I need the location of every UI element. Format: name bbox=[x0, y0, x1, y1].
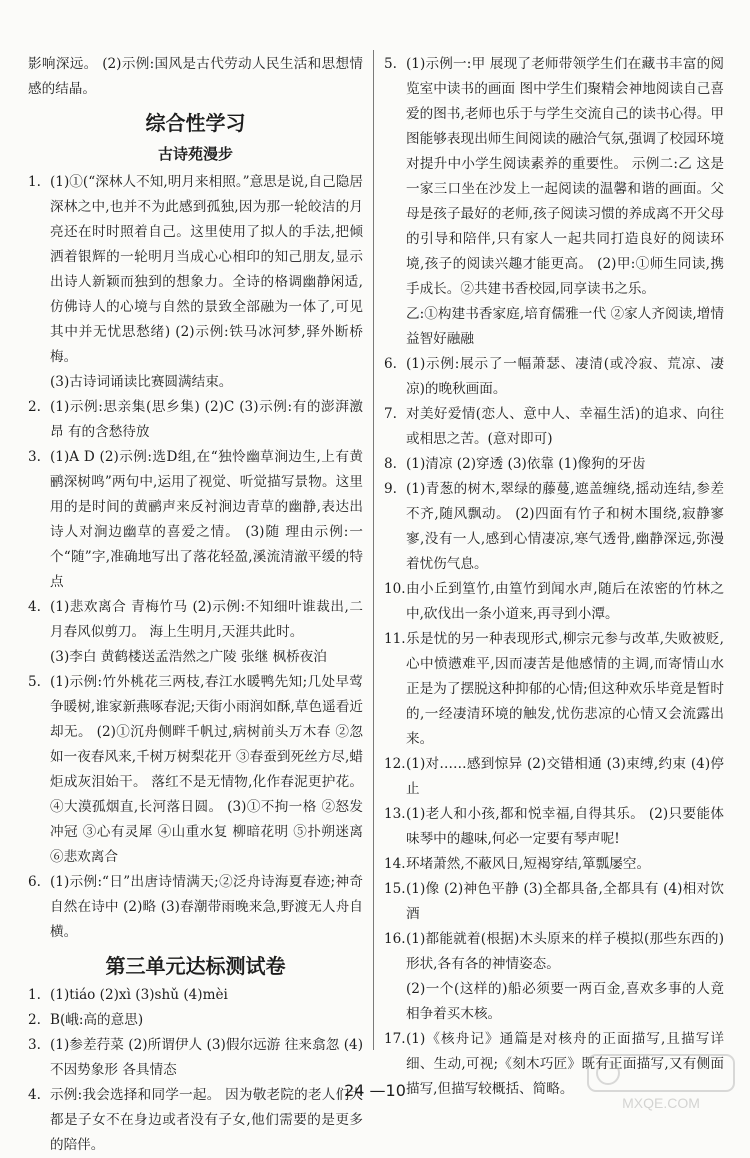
left-column bbox=[28, 52, 363, 1153]
watermark-text: MXQE.COM bbox=[622, 1095, 700, 1111]
answer-list-comprehensive bbox=[28, 170, 363, 945]
page-number: 24 —10 bbox=[344, 1081, 406, 1100]
answer-text: (1)像 (2)神色平静 (3)全都具备,全都具有 (4)相对饮酒 bbox=[406, 881, 724, 922]
answer-item bbox=[28, 983, 363, 1008]
answer-number: 16. bbox=[384, 931, 406, 947]
answer-number: 3. bbox=[28, 1037, 41, 1053]
answer-text: 由小丘到篁竹,由篁竹到闻水声,随后在浓密的竹林之中,砍伐出一条小道来,再寻到小潭。 bbox=[406, 581, 724, 622]
answer-text: (1)悲欢离合 青梅竹马 (2)示例:不知细叶谁裁出,二月春风似剪刀。 海上生明月,天涯共此时。 bbox=[50, 599, 363, 640]
intro-paragraph: 影响深远。 (2)示例:国风是古代劳动人民生活和思想情感的结晶。 bbox=[28, 56, 363, 97]
answer-number: 1. bbox=[28, 174, 41, 190]
answer-item bbox=[384, 577, 724, 627]
answer-text: B(峨:高的意思) bbox=[50, 1012, 144, 1028]
answer-text: (1)老人和小孩,都和悦幸福,自得其乐。 (2)只要能体味琴中的趣味,何必一定要有琴声呢! bbox=[406, 806, 724, 847]
answer-text: 乐是忧的另一种表现形式,柳宗元参与改革,失败被贬,心中愤懑难平,因而凄苦是他感情的主调,而寄情山水正是为了摆脱这种抑郁的心情;但这种欢乐毕竟是暂时的,一经凄清环境的触发,忧伤悲凉的心情又会流露出来。 bbox=[406, 631, 724, 747]
answer-list-unit-test bbox=[28, 983, 363, 1158]
answer-subline: (2)一个(这样的)船必须要一两百金,喜欢多事的人竟相争着买木核。 bbox=[406, 981, 724, 1022]
answer-item bbox=[384, 402, 724, 452]
answer-text: (1)示例:竹外桃花三两枝,春江水暖鸭先知;几处早莺争暖树,谁家新燕啄春泥;天街小雨润如酥,草色遥看近却无。 (2)①沉舟侧畔千帆过,病树前头万木春 ②忽如一夜春风来,千树万树梨花开 ③春蚕到死丝方尽,蜡炬成灰泪始干。 落红不是无情物,化作春泥更护花。 ④大漠孤烟直,长河落日圆。 (3)①不拘一格 ②怒发冲冠 ③心有灵犀 ④山重水复 柳暗花明 ⑤扑朔迷离 ⑥悲欢离合 bbox=[50, 674, 363, 865]
answer-item bbox=[384, 352, 724, 402]
answer-item bbox=[384, 452, 724, 477]
answer-number: 5. bbox=[28, 674, 41, 690]
answer-number: 7. bbox=[384, 406, 397, 422]
answer-item bbox=[384, 627, 724, 752]
answer-item bbox=[384, 877, 724, 927]
answer-number: 11. bbox=[384, 631, 406, 647]
answer-item bbox=[384, 52, 724, 302]
answer-number: 15. bbox=[384, 881, 406, 897]
answer-number: 4. bbox=[28, 599, 41, 615]
answer-number: 17. bbox=[384, 1031, 406, 1047]
answer-number: 1. bbox=[28, 987, 41, 1003]
section-title-unit-test: 第三单元达标测试卷 bbox=[105, 954, 286, 978]
answer-text: (1)A D (2)示例:选D组,在“独怜幽草涧边生,上有黄鹂深树鸣”两句中,运用了视觉、听觉描写景物。这里用的是时间的黄鹂声来反衬涧边青草的幽静,表达出诗人对涧边幽草的喜爱之情。 (3)随 理由示例:一个“随”字,准确地写出了落花轻盈,溪流清澈平缓的特点 bbox=[50, 449, 363, 590]
answer-text: (1)示例一:甲 展现了老师带领学生们在藏书丰富的阅览室中读书的画面 图中学生们聚精会神地阅读自己喜爱的图书,老师也乐于与学生交流自己的读书心得。甲图能够表现出师生间阅读的融洽气氛,强调了校园环境对提升中小学生阅读素养的重要性。 示例二:乙 这是一家三口坐在沙发上一起阅读的温馨和谐的画面。父母是孩子最好的老师,孩子阅读习惯的养成离不开父母的引导和陪伴,只有家人一起共同打造良好的阅读环境,孩子的阅读兴趣才能更高。 (2)甲:①师生同读,携手成长。②共建书香校园,同享读书之乐。 bbox=[406, 56, 724, 297]
answer-item bbox=[28, 595, 363, 645]
answer-item bbox=[28, 395, 363, 445]
right-column bbox=[384, 52, 724, 1097]
answer-number: 6. bbox=[28, 874, 41, 890]
answer-text: 示例:我会选择和同学一起。 因为敬老院的老人们大都是子女不在身边或者没有子女,他们需要的是更多的陪伴。 bbox=[50, 1087, 363, 1153]
answer-number: 3. bbox=[28, 449, 41, 465]
answer-item bbox=[384, 927, 724, 977]
answer-number: 2. bbox=[28, 399, 41, 415]
answer-text: (1)对……感到惊异 (2)交错相通 (3)束缚,约束 (4)停止 bbox=[406, 756, 724, 797]
answer-item bbox=[28, 445, 363, 595]
answer-number: 2. bbox=[28, 1012, 41, 1028]
answer-item bbox=[384, 477, 724, 577]
answer-text: 环堵萧然,不蔽风日,短褐穿结,箪瓢屡空。 bbox=[406, 856, 651, 872]
answer-text: (1)示例:展示了一幅萧瑟、凄清(或冷寂、荒凉、凄凉)的晚秋画面。 bbox=[406, 356, 724, 397]
answer-subline: (3)古诗词诵读比赛圆满结束。 bbox=[50, 374, 233, 390]
answer-subline: (3)李白 黄鹤楼送孟浩然之广陵 张继 枫桥夜泊 bbox=[50, 649, 327, 665]
answer-number: 10. bbox=[384, 581, 406, 597]
answer-item bbox=[384, 852, 724, 877]
answer-text: (1)示例:思亲集(思乡集) (2)C (3)示例:有的澎湃激昂 有的含愁待放 bbox=[50, 399, 363, 440]
answer-text: (1)青葱的树木,翠绿的藤蔓,遮盖缠绕,摇动连结,参差不齐,随风飘动。 (2)四面有竹子和树木围绕,寂静寥寥,没有一人,感到心情凄凉,寒气透骨,幽静深远,弥漫着忧伤气息。 bbox=[406, 481, 724, 572]
answer-number: 9. bbox=[384, 481, 397, 497]
answer-item bbox=[28, 870, 363, 945]
answer-text: (1)tiáo (2)xì (3)shǔ (4)mèi bbox=[50, 987, 228, 1003]
answer-number: 13. bbox=[384, 806, 406, 822]
answer-item bbox=[28, 1008, 363, 1033]
answer-text: (1)①(“深林人不知,明月来相照。”意思是说,自己隐居深林之中,也并不为此感到孤独,因为那一轮皎洁的月亮还在时时照着自己。这里使用了拟人的手法,把倾洒着银辉的一轮明月当成心心相印的知己朋友,显示出诗人新颖而独到的想象力。全诗的格调幽静闲适,仿佛诗人的心境与自然的景致全部融为一体了,可见其中并无忧思愁绪) (2)示例:铁马冰河梦,驿外断桥梅。 bbox=[50, 174, 363, 365]
answer-text: (1)示例:“日”出唐诗情满天;②泛舟诗海夏春迹;神奇自然在诗中 (2)略 (3)春潮带雨晚来急,野渡无人舟自横。 bbox=[50, 874, 363, 940]
answer-number: 12. bbox=[384, 756, 406, 772]
answer-item bbox=[384, 752, 724, 802]
answer-subline: 乙:①构建书香家庭,培育儒雅一代 ②家人齐阅读,增情益智好融融 bbox=[406, 306, 724, 347]
answer-text: (1)《核舟记》通篇是对核舟的正面描写,且描写详细、生动,可视;《刻木巧匠》既有正面描写,又有侧面描写,但描写较概括、简略。 bbox=[406, 1031, 724, 1097]
answer-text: (1)参差荇菜 (2)所谓伊人 (3)假尔远游 往来翕忽 (4)不因势象形 各具情态 bbox=[50, 1037, 363, 1078]
answer-number: 14. bbox=[384, 856, 406, 872]
watermark-logo bbox=[586, 1053, 736, 1113]
answer-text: 对美好爱情(恋人、意中人、幸福生活)的追求、向往或相思之苦。(意对即可) bbox=[406, 406, 724, 447]
answer-item bbox=[28, 1033, 363, 1083]
column-divider bbox=[373, 50, 374, 1050]
answer-text: (1)都能就着(根据)木头原来的样子模拟(那些东西的)形状,各有各的神情姿态。 bbox=[406, 931, 724, 972]
section-title-comprehensive-study: 综合性学习 bbox=[145, 111, 246, 135]
answer-item bbox=[28, 670, 363, 870]
answer-item bbox=[28, 170, 363, 370]
answer-text: (1)清凉 (2)穿透 (3)依靠 (1)像狗的牙齿 bbox=[406, 456, 646, 472]
answer-number: 8. bbox=[384, 456, 397, 472]
answer-number: 4. bbox=[28, 1087, 41, 1103]
answer-number: 5. bbox=[384, 56, 397, 72]
answer-number: 6. bbox=[384, 356, 397, 372]
section-subtitle-poetry-garden: 古诗苑漫步 bbox=[157, 145, 233, 163]
answer-list-right bbox=[384, 52, 724, 1102]
left-intro bbox=[28, 52, 363, 102]
answer-item bbox=[384, 802, 724, 852]
